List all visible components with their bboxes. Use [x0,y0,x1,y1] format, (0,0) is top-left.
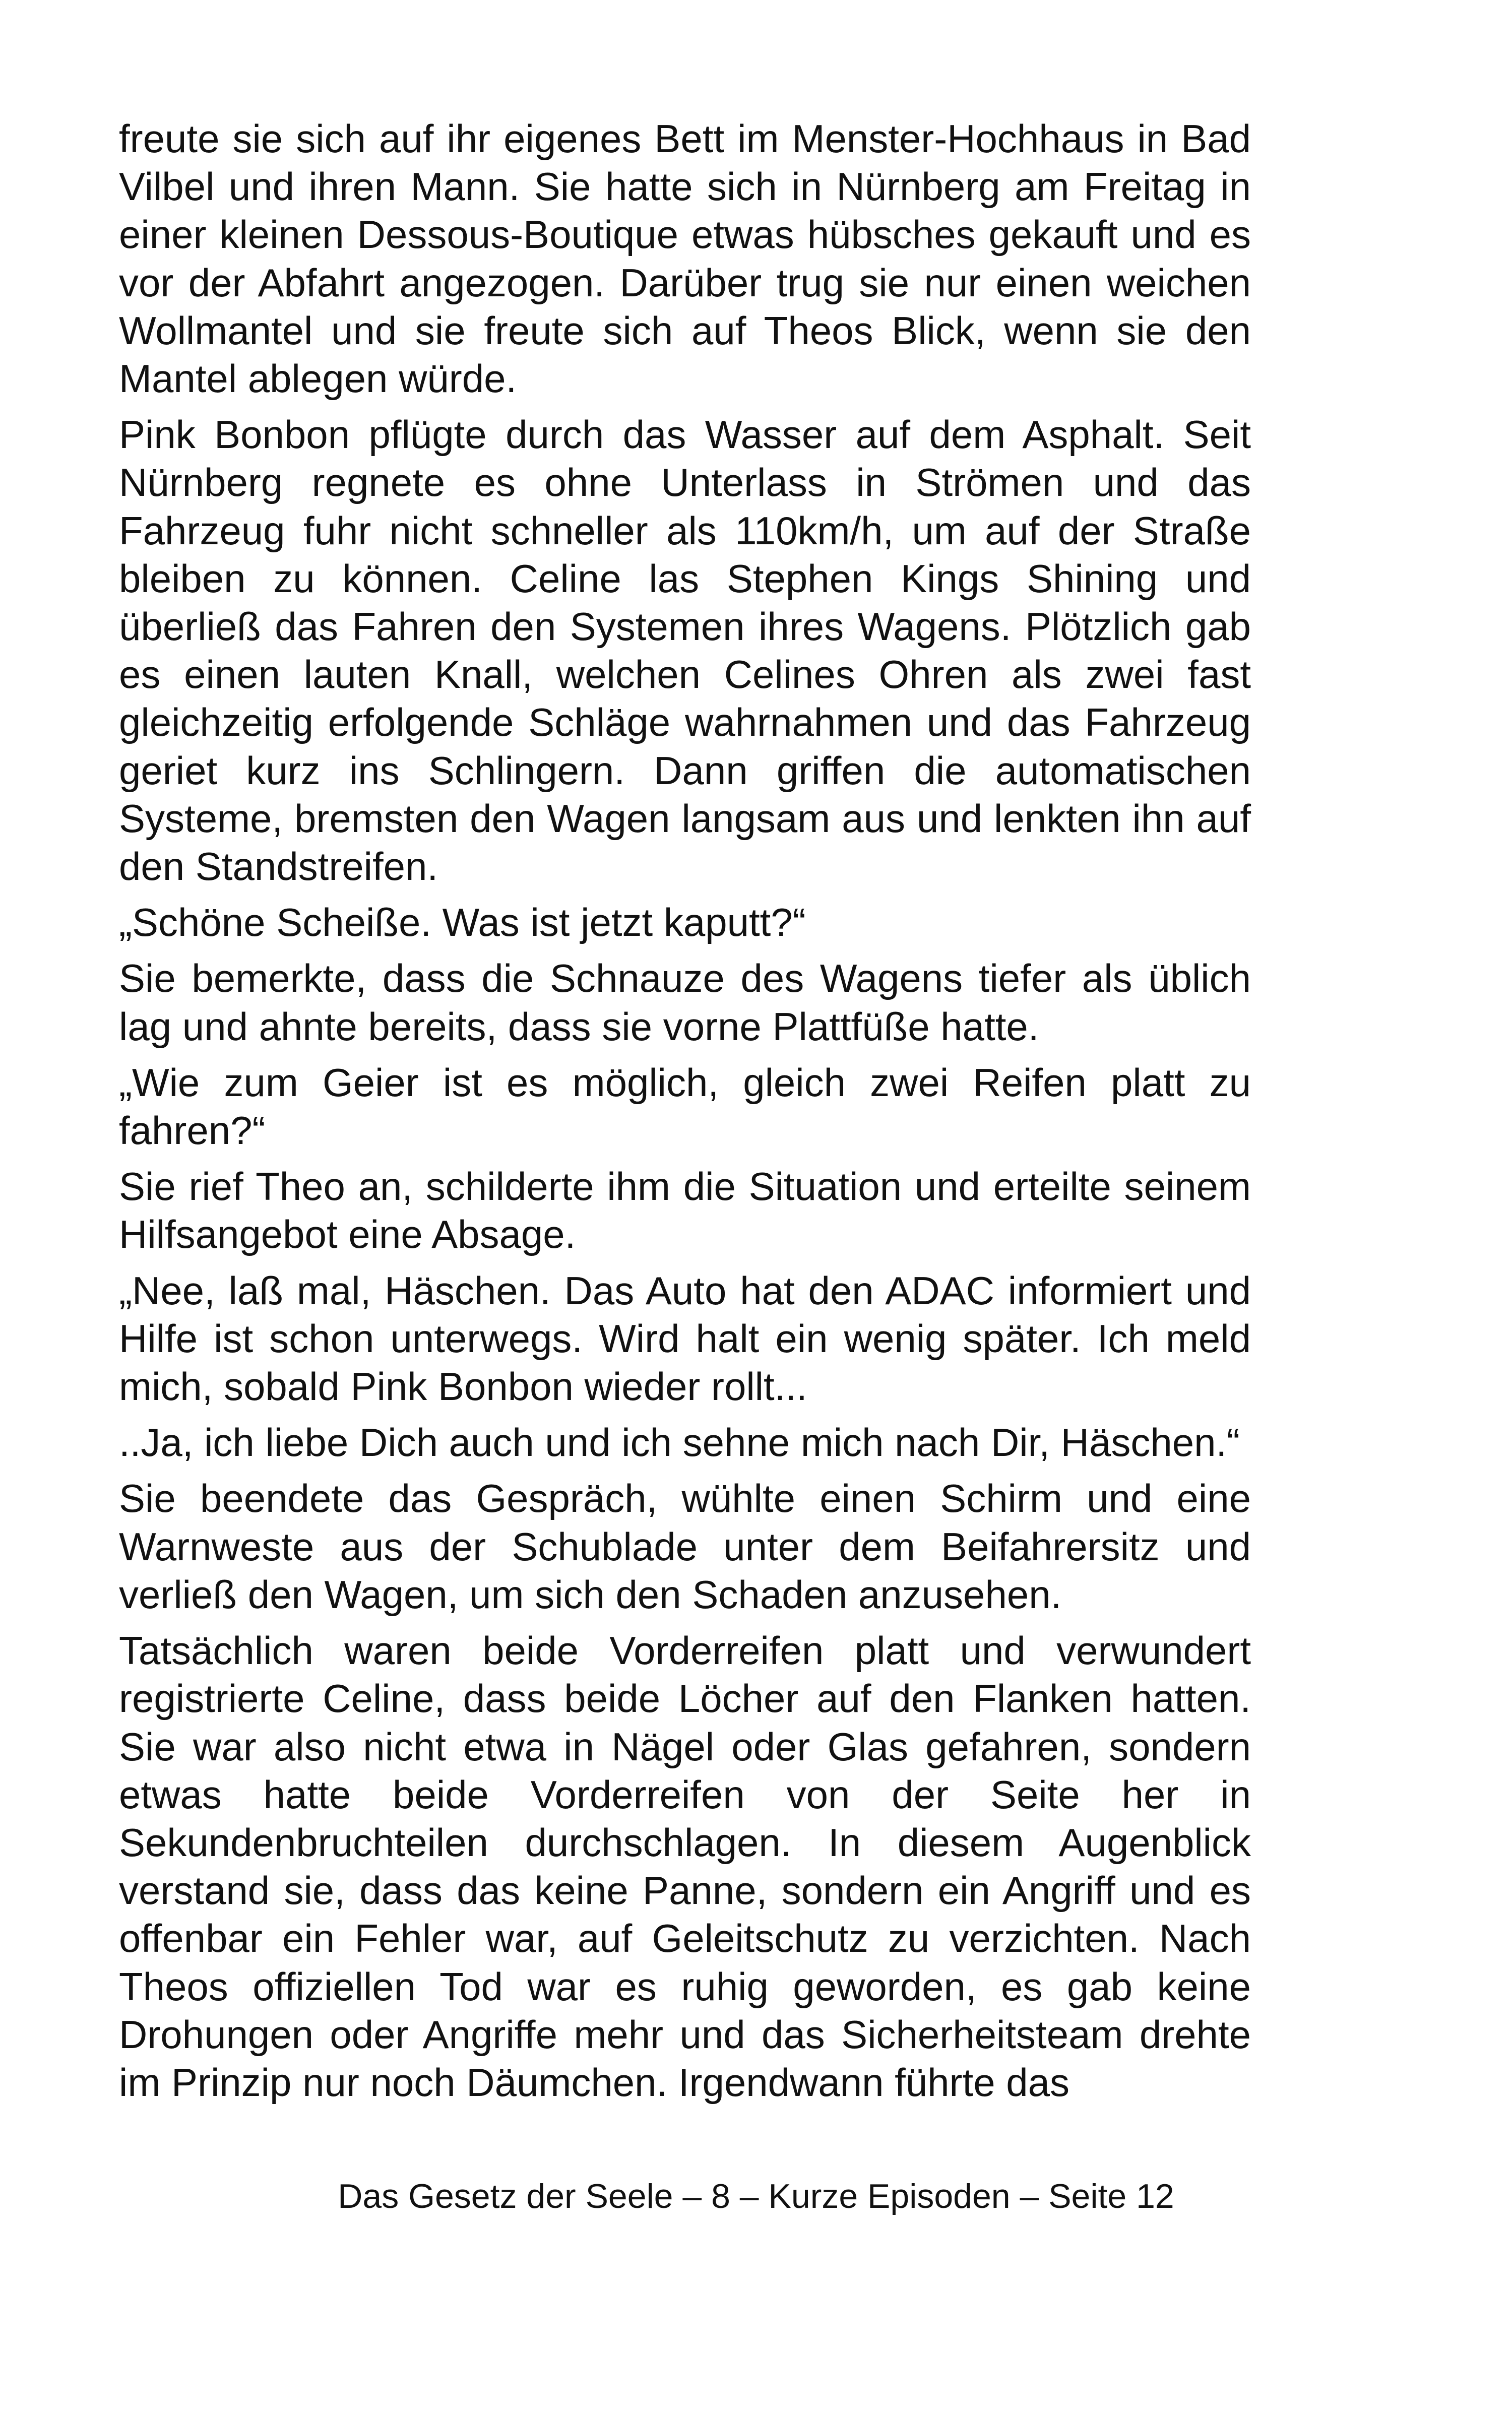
page-footer: Das Gesetz der Seele – 8 – Kurze Episoden – Seite 12 [338,2177,1174,2215]
paragraph-10: Tatsächlich waren beide Vorderreifen platt und verwundert registrierte Celine, dass beide Löcher auf den Flanken hatten. Sie war also nicht etwa in Nägel oder Glas gefahren, sondern etwas hatte beide Vorderreifen von der Seite her in Sekundenbruchteilen durchschlagen. In diesem Augenblick verstand sie, dass das keine Panne, sondern ein Angriff und es offenbar ein Fehler war, auf Geleitschutz zu verzichten. Nach Theos offiziellen Tod war es ruhig geworden, es gab keine Drohungen oder Angriffe mehr und das Sicherheitsteam drehte im Prinzip nur noch Däumchen. Irgendwann führte das [119,1628,1251,2105]
paragraph-5: „Wie zum Geier ist es möglich, gleich zwei Reifen platt zu fahren?“ [119,1060,1251,1153]
paragraph-6: Sie rief Theo an, schilderte ihm die Situation und erteilte seinem Hilfsangebot eine Absage. [119,1164,1251,1257]
paragraph-2: Pink Bonbon pflügte durch das Wasser auf dem Asphalt. Seit Nürnberg regnete es ohne Unterlass in Strömen und das Fahrzeug fuhr nicht schneller als 110km/h, um auf der Straße bleiben zu können. Celine las Stephen Kings Shining und überließ das Fahren den Systemen ihres Wagens. Plötzlich gab es einen lauten Knall, welchen Celines Ohren als zwei fast gleichzeitig erfolgende Schläge wahrnahmen und das Fahrzeug geriet kurz ins Schlingern. Dann griffen die automatischen Systeme, bremsten den Wagen langsam aus und lenkten ihn auf den Standstreifen. [119,412,1251,889]
body-text [119,115,1251,2115]
paragraph-4: Sie bemerkte, dass die Schnauze des Wagens tiefer als üblich lag und ahnte bereits, dass sie vorne Plattfüße hatte. [119,956,1251,1049]
paragraph-9: Sie beendete das Gespräch, wühlte einen Schirm und eine Warnweste aus der Schublade unter dem Beifahrersitz und verließ den Wagen, um sich den Schaden anzusehen. [119,1476,1251,1617]
paragraph-8: ..Ja, ich liebe Dich auch und ich sehne mich nach Dir, Häschen.“ [119,1420,1240,1465]
paragraph-3: „Schöne Scheiße. Was ist jetzt kaputt?“ [119,900,806,945]
paragraph-1: freute sie sich auf ihr eigenes Bett im Menster-Hochhaus in Bad Vilbel und ihren Mann. Sie hatte sich in Nürnberg am Freitag in einer kleinen Dessous-Boutique etwas hübsches gekauft und es vor der Abfahrt angezogen. Darüber trug sie nur einen weichen Wollmantel und sie freute sich auf Theos Blick, wenn sie den Mantel ablegen würde. [119,116,1251,401]
paragraph-7: „Nee, laß mal, Häschen. Das Auto hat den ADAC informiert und Hilfe ist schon unterwegs. Wird halt ein wenig später. Ich meld mich, sobald Pink Bonbon wieder rollt... [119,1268,1251,1409]
